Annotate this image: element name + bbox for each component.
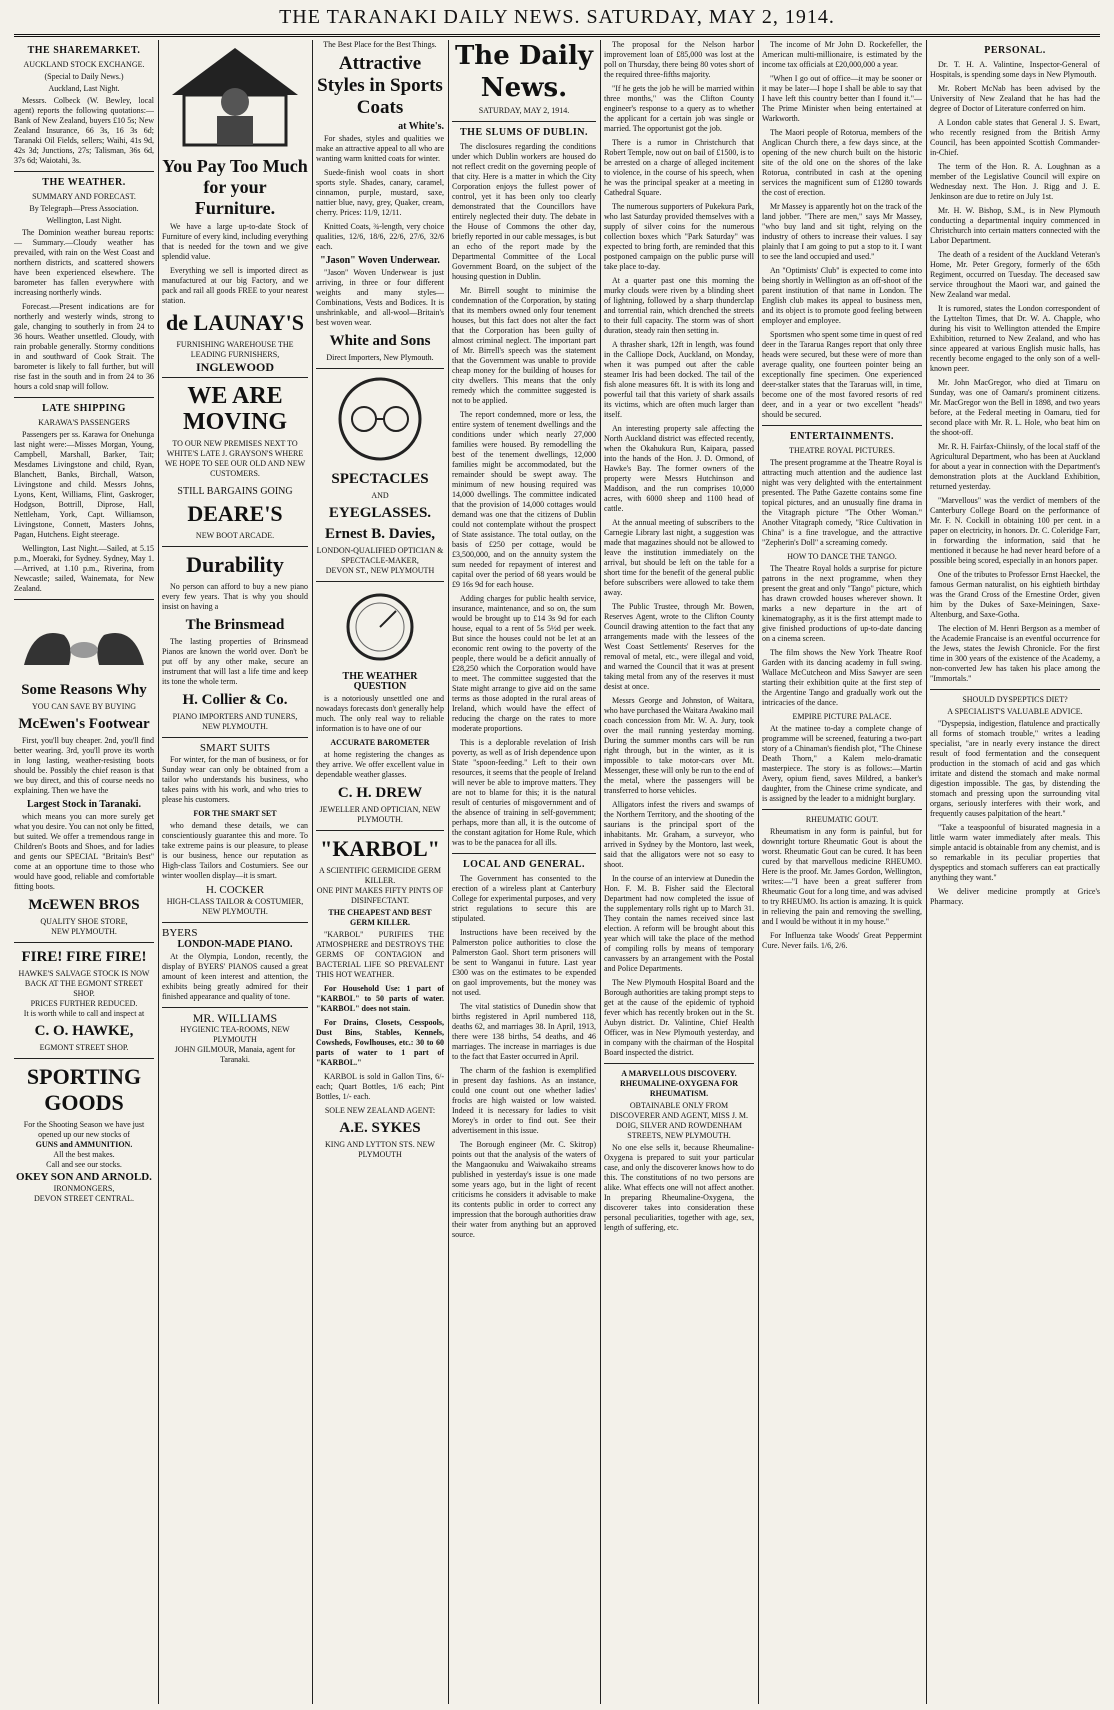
advertisement-body: "KARBOL" PURIFIES THE ATMOSPHERE and DESTROYS THE GERMS OF CONTAGION and BACTERIAL LIFE SO PREVALENT THIS HOT WEATHER. — [316, 930, 444, 979]
advertisement-body: For Household Use: 1 part of "KARBOL" to 50 parts of water. "KARBOL" does not stain. — [316, 984, 444, 1013]
article-paragraph: We deliver medicine promptly at Grice's Pharmacy. — [930, 887, 1100, 906]
column-5 — [604, 40, 754, 1704]
article-paragraph: The numerous supporters of Pukekura Park, who last Saturday provided themselves with a supply of silver coins for the numerous collection boxes which "Park Saturday" was expected to bring forth, are reminded that this postponed campaign on the public purse will take place to-day. — [604, 202, 754, 271]
advertiser-name: DEARE'S — [187, 501, 283, 526]
advertiser-name: McEWEN BROS — [28, 897, 140, 913]
divider — [762, 809, 922, 810]
advertiser-address: Direct Importers, New Plymouth. — [326, 353, 434, 362]
article-paragraph: Mr. Birrell sought to minimise the condemnation of the Corporation, by stating that its members owned only four tenement houses, but this fact does not alter the fact that the Corporation has been guilty of almost criminal neglect. The important part of Mr. Birrell's speech was the statement that the Government was unable to provide cheap money for the building of houses for city dwellers. This means that the only remedy which the committee suggested is not to be applied. — [452, 286, 596, 405]
column-rule — [600, 40, 601, 1704]
advertisement-title: You Pay Too Much for your Furniture. — [162, 156, 308, 218]
divider — [316, 368, 444, 369]
article-paragraph: A thrasher shark, 12ft in length, was found in the Calliope Dock, Auckland, on Monday, when it was pumped out after the cable steamer Iris had been docked. The tail of the fish alone measures 6ft. It is with its long and powerful tail that this variety of shark assails its victims, which are often much larger than itself. — [604, 340, 754, 419]
barometer-illustration — [316, 587, 444, 667]
sub-heading: RHEUMATIC GOUT. — [805, 815, 879, 824]
advertisement-body: All the best makes. — [53, 1150, 115, 1159]
sub-heading: EMPIRE PICTURE PALACE. — [792, 712, 892, 721]
column-1 — [14, 40, 154, 1704]
section-heading: A MARVELLOUS DISCOVERY. RHEUMALINE-OXYGENA FOR RHEUMATISM. — [619, 1069, 738, 1098]
article-paragraph: Passengers per ss. Karawa for Onehunga last night were:—Misses Morgan, Young, Campbell, Marshall, Barker, Tait; Mesdames Livingstone and child, Ryan, Blanchett, Banks, Birchall, Watson, Livingstone and child. Messrs Johns, Lyons, Kent, Williams, Flint, Gaskroger, Hodgson, Bottrill, Diprose, Hall, Nettleham, York, Capt. Williamson, Livingstone, Connett, Masters Johns, Pagan, Hutchens. Eight steerage. — [14, 430, 154, 539]
article-paragraph: The Government has consented to the erection of a wireless plant at Canterbury College for experimental purposes, and very strict regulations to secure this are stipulated. — [452, 874, 596, 923]
article-paragraph: An "Optimists' Club" is expected to come into being shortly in Wellington as an off-shoot of the parent institution of that name in London. The English club makes its appeal to business men, and its object is to promote good feeling between employer and employee. — [762, 266, 922, 325]
advertisement-title: SPORTING GOODS — [26, 1064, 142, 1115]
advertisement-items: GUNS and AMMUNITION. — [35, 1140, 133, 1149]
article-paragraph: The Dominion weather bureau reports:— Summary.—Cloudy weather has prevailed, with rain on the West Coast and northern districts, and scattered showers have been experienced elsewhere. The barometer has fallen everywhere with increasing northerly winds. — [14, 228, 154, 297]
article-paragraph: The present programme at the Theatre Royal is attracting much attention and the audience last night was very delighted with the entertainment presented. The Pathe Gazette contains some fine topical pictures, and an unusually fine drama in the Vitagraph picture "The Other Woman." Another Vitagraph comedy, "Rice Cultivation in China" is a fine travelogue, and the attractive "Zepherin's Doll" a screaming comedy. — [762, 458, 922, 547]
advertisement-body: at home registering the changes as they arrive. We offer excellent value in dependable weather glasses. — [316, 750, 444, 779]
section-heading: ENTERTAINMENTS. — [790, 431, 894, 442]
column-rule — [758, 40, 759, 1704]
advertisement-title: THE WEATHER QUESTION — [342, 671, 418, 692]
article-paragraph: Messrs George and Johnston, of Waitara, who have purchased the Waitara Awakino mail coach concession from Mr. W. A. Jury, took over the mail running yesterday morning. During the summer months cars will be run right through, but in the winter, as it is impossible to take motor-cars over Mt. Messenger, these will only be run to the end of the metal, where the passengers will be transferred to horse vehicles. — [604, 696, 754, 795]
advertiser-address: EGMONT STREET SHOP. — [39, 1043, 129, 1052]
advertiser-name: A.E. SYKES — [339, 1120, 421, 1136]
article-paragraph: The proposal for the Nelson harbor improvement loan of £85,000 was lost at the poll on Thursday, there being 80 votes short of the required three-fifths majority. — [604, 40, 754, 79]
masthead: THE TARANAKI DAILY NEWS. SATURDAY, MAY 2, 1914. — [14, 0, 1100, 37]
advertisement-highlight: Largest Stock in Taranaki. — [27, 799, 141, 810]
advertisement-title: Durability — [186, 552, 284, 577]
advertisement-body: Call and see our stocks. — [46, 1160, 122, 1169]
section-heading: PERSONAL. — [984, 45, 1046, 56]
advertisement-body: At the Olympia, London, recently, the display of BYERS' PIANOS caused a great amount of keen interest and attention, the exhibits being greatly admired for their finished appearance and quality of tone. — [162, 952, 308, 1001]
advertisement-body: HAWKE'S SALVAGE STOCK IS NOW BACK AT THE EGMONT STREET SHOP. — [18, 969, 150, 998]
advertisement-body: We have a large up-to-date Stock of Furniture of every kind, including everything that is needed for the town and we give splendid value. — [162, 222, 308, 261]
advertisement-body: For Drains, Closets, Cesspools, Dust Bins, Stables, Kennels, Cowsheds, Fowlhouses, etc.: 30 to 60 parts of water to 1 part of "KARBOL." — [316, 1018, 444, 1067]
advertisement-body: who demand these details, we can conscientiously guarantee this and more. To take extreme pains is our pleasure, to please is our business, hence our reputation as High-class Tailors and Costumiers. See our winter woollen display—it is smart. — [162, 821, 308, 880]
advertisement-body: "Jason" Woven Underwear is just arriving, in three or four different weights and many styles—Combinations, Vests and Bodices. It is unshrinkable, and all-wool—Britain's best woven wear. — [316, 268, 444, 327]
article-paragraph: The film shows the New York Theatre Roof Garden with its dancing academy in full swing. Wallace McCutcheon and Miss Sawyer are seen starting their exhibition quite at the first step of the Argentine Tango and gradually work out the intricacies of the dance. — [762, 648, 922, 707]
column-rule — [158, 40, 159, 1704]
advertiser-address: DEVON ST., NEW PLYMOUTH — [325, 566, 435, 575]
advertiser-name: OKEY SON AND ARNOLD. — [16, 1171, 152, 1183]
advertisement-body: It is worth while to call and inspect at — [23, 1009, 145, 1018]
advertisement-title: WE ARE MOVING — [183, 383, 287, 435]
section-heading: THE WEATHER. — [42, 177, 126, 188]
article-paragraph: Mr. Robert McNab has been advised by the University of New Zealand that he has had the degree of Doctor of Literature conferred on him. — [930, 84, 1100, 113]
article-paragraph: No one else sells it, because Rheumaline-Oxygena is prepared to suit your particular case, and only the discoverer knows how to do this. The constitutions of no two persons are alike. What effects one will not affect another. In preparing Rheumaline-Oxygena, the discoverer takes into consideration these personal peculiarities, together with age, sex, length of suffering, etc. — [604, 1143, 754, 1232]
advertiser-town: INGLEWOOD — [195, 360, 274, 374]
dateline: Wellington, Last Night. — [46, 216, 122, 225]
article-paragraph: "When I go out of office—it may be sooner or it may be later—I hope I shall be able to say that I have left this country better than I found it."—The Prime Minister when being entertained at Warkworth. — [762, 74, 922, 123]
advertiser-name: White and Sons — [329, 333, 431, 349]
article-paragraph: Sportsmen who spent some time in quest of red deer in the Tararua Ranges report that only three heads were secured, but these were of more than average quality, one fourteen pointer being an exceptionally fine specimen. One experienced deer-stalker states that the Tararuas will, in time, become one of the most favored resorts of red deer, and in a year or two excellent "heads" should be secured. — [762, 330, 922, 419]
column-6 — [762, 40, 922, 1704]
advertisement-body: which means you can more surely get what you desire. You can not only be fitted, but suited. We offer a tremendous range in Children's Boots and Shoes, and for ladies and gents our SPECIAL "Britain's Best" come at an opportune time to those who would have good, reliable and comfortable fitting boots. — [14, 812, 154, 891]
editorial-heading: THE SLUMS OF DUBLIN. — [460, 127, 588, 138]
article-paragraph: Mr. John MacGregor, who died at Timaru on Sunday, was one of Oamaru's prominent citizens. Mr. MacGregor won the Bell in 1898, and two years before, at the Federal meeting in Oamaru, tied for second place with Mr. R. L. Hole, who beat him on the shoot-off. — [930, 378, 1100, 437]
advertisement-brand: McEwen's Footwear — [18, 716, 150, 732]
advertisement-body: TO OUR NEW PREMISES NEXT TO WHITE'S LATE J. GRAYSON'S WHERE WE HOPE TO SEE OUR OLD AND NEW CUSTOMERS. — [164, 439, 306, 478]
advertisement-title: LONDON-MADE PIANO. — [177, 939, 293, 950]
advertisement-body: For shades, styles and qualities we make an attractive appeal to all who are wanting warm knitted coats for winter. — [316, 134, 444, 163]
advertisement-body: The lasting properties of Brinsmead Pianos are known the world over. Don't be put off by any other make, secure an instrument that will last a life time and keep its tone the whole term. — [162, 637, 308, 686]
article-paragraph: There is a rumor in Christchurch that Robert Temple, now out on bail of £1500, is to be arrested on a charge of alleged incitement to violence, in the course of his speech, when he was the principal speaker at a meeting in Cathedral Square. — [604, 138, 754, 197]
advertiser-name: C. H. DREW — [337, 785, 423, 801]
advertiser-name: MR. WILLIAMS — [192, 1011, 278, 1025]
advertisement-body: Suede-finish wool coats in short sports style. Shades, canary, caramel, cinnamon, purple, mustard, saxe, nattier blue, navy, grey, Quaker, cream, cherry. Prices: 11/9, 12/11. — [316, 168, 444, 217]
advertiser-trade: LONDON-QUALIFIED OPTICIAN & SPECTACLE-MAKER, — [316, 546, 444, 565]
advertisement-brand: The Brinsmead — [185, 617, 285, 633]
article-paragraph: The income of Mr John D. Rockefeller, the American multi-millionaire, is estimated by the income tax officials at £20,000,000 a year. — [762, 40, 922, 69]
advertiser-name: de LAUNAY'S — [166, 310, 304, 335]
advertiser-address: DEVON STREET CENTRAL. — [33, 1194, 135, 1203]
advertiser-town: NEW PLYMOUTH. — [202, 722, 268, 731]
advertisement-body: PRICES FURTHER REDUCED. — [30, 999, 138, 1008]
article-paragraph: The report condemned, more or less, the entire system of tenement dwellings and the conditions under which nearly 27,000 families were housed. By remodelling the best of the tenement dwellings, 12,000 families might be accommodated, but the remainder should be swept away. The minimum of new housing required was 14,000 dwellings. The committee indicated that the provision of 14,000 cottages would demand was one that the citizens of Dublin could not contemplate without the prospect of State assistance. The total outlay, on the basis of £250 per cottage, would be £3,500,000, and on the annuity system the sum needed for repayment of interest and capital over the period of 68 years would be £9 16s 9d for each house. — [452, 410, 596, 589]
article-paragraph: The disclosures regarding the conditions under which Dublin workers are housed do not reflect credit on the governing people of that city. Here is a matter in which the City Corporation enjoys the fullest power of control, yet it has been only too clearly demonstrated that the Councillors have entirely neglected their duty. The debate in the House of Commons the other day, briefly reported in our cable messages, is but an echo of the report made by the Departmental Committee of the Local Government Board, on the subject of the housing question in Dublin. — [452, 142, 596, 281]
article-paragraph: An interesting property sale affecting the North Auckland district was effected recently, when the Okahukura Run, Kaipara, passed into the hands of the Hon. J. D. Ormond, of Hawke's Bay. The former owners of the property were Messrs Hutchinson and Maddison, and the run comprises 10,000 acres, with 6000 sheep and 1100 head of cattle. — [604, 424, 754, 513]
sub-heading: AUCKLAND STOCK EXCHANGE. — [23, 60, 145, 69]
advertisement-body: Everything we sell is imported direct as manufactured at our big Factory, and we pack and rail all goods FREE to your nearest station. — [162, 266, 308, 305]
advertisement-body: ONE PINT MAKES FIFTY PINTS OF DISINFECTANT. — [316, 886, 444, 905]
advertiser-town: NEW PLYMOUTH. — [51, 927, 117, 936]
article-paragraph: Mr. H. W. Bishop, S.M., is in New Plymouth conducting a departmental inquiry commenced in Christchurch into certain matters connected with the Labor Department. — [930, 206, 1100, 245]
article-paragraph: "Marvellous" was the verdict of members of the Canterbury College Board on the performance of Mr. F. N. Cockill in obtaining 100 per cent. in a paper on electricity, in honors. Dr. C. Coleridge Farr, in forwarding the information, said that he mentioned it because he had never heard before of a possible being scored, especially in an honors paper. — [930, 496, 1100, 565]
article-paragraph: The Borough engineer (Mr. C. Skitrop) points out that the analysis of the waters of the Mangaonuku and Waiwakaiho streams published in yesterday's issue is one made some years ago, but in the light of recent criticisms he considers it advisable to make its contents public in order to correct any impression that the borough authorities draw their water from anything but an approved source. — [452, 1140, 596, 1239]
advertisement-title: FIRE! FIRE FIRE! — [21, 949, 147, 965]
advertisement-body: HYGIENIC TEA-ROOMS, NEW PLYMOUTH — [180, 1025, 290, 1044]
advertisement-title: SPECTACLES — [331, 471, 429, 487]
advertisement-body: First, you'll buy cheaper. 2nd, you'll find better wearing. 3rd, you'll prove its worth in long lasting, weather-resisting boots should be. Possibly the chief reason is that we buy direct, and this of course needs no explaining. Then we have the — [14, 736, 154, 795]
advertiser-name: C. O. HAWKE, — [34, 1023, 134, 1039]
article-paragraph: The Theatre Royal holds a surprise for picture patrons in the next programme, when they present the great and only "Tango" picture, which has drawn crowded houses wherever shown. It marks a new departure in the art of kinematography, as it is the first attempt made to give finished productions of up-to-date dancing on a cinema screen. — [762, 564, 922, 643]
article-paragraph: One of the tributes to Professor Ernst Haeckel, the famous German naturalist, on his eightieth birthday was the Grand Cross of the Ernestine Order, given him by the Dukes of Saxe-Meiningen, Saxe-Altenburg, and Saxe-Gotha. — [930, 570, 1100, 619]
advertisement-subtitle: A SCIENTIFIC GERMICIDE GERM KILLER. — [318, 866, 441, 885]
advertiser-name: H. Collier & Co. — [182, 692, 288, 708]
article-paragraph: The vital statistics of Dunedin show that births registered in April numbered 118, deaths 62, and marriages 38. In April, 1913, there were 138 births, 54 deaths, and 46 marriages. The increase in marriages is due to the fact that Easter occurred in April. — [452, 1002, 596, 1061]
divider — [162, 377, 308, 378]
advertiser-name: Ernest B. Davies, — [325, 526, 435, 542]
advertisement-body: For the Shooting Season we have just opened up our new stocks of — [23, 1120, 145, 1139]
sub-heading: KARAWA'S PASSENGERS — [38, 418, 130, 427]
divider — [162, 922, 308, 923]
divider — [452, 121, 596, 122]
section-heading: LATE SHIPPING — [42, 403, 126, 414]
section-heading: LOCAL AND GENERAL. — [462, 859, 586, 870]
article-paragraph: The Maori people of Rotorua, members of the Anglican Church there, a few days since, at the opening of the new church built on the historic site of the old one on the shores of the lake Rotorua, contributed in cash at the opening services the magnificent sum of £1280 towards the cost of erection. — [762, 128, 922, 197]
section-heading: THE SHAREMARKET. — [27, 45, 141, 56]
advertiser-address: NEW BOOT ARCADE. — [195, 531, 275, 540]
spectacles-illustration — [316, 374, 444, 464]
article-paragraph: At a quarter past one this morning the murky clouds were riven by a blinding sheet of lightning, followed by a sharp thunderclap and torrential rain, which drenched the streets to their full capacity. The storm was of short duration, steady rain then setting in. — [604, 276, 754, 335]
advertiser-trade: HIGH-CLASS TAILOR & COSTUMIER, — [166, 897, 304, 906]
article-paragraph: Wellington, Last Night.—Sailed, at 5.15 p.m., Moeraki, for Sydney. Sydney, May 1.—Arrived, at 1.10 p.m., Riverina, from Newcastle; sailed, Wainemata, for New Zealand. — [14, 544, 154, 593]
advertisement-title: EYEGLASSES. — [328, 505, 432, 521]
article-paragraph: At the matinee to-day a complete change of programme will be screened, featuring a two-part story of a Chinaman's fiendish plot, "The Chinese Death Thorn," a Kalem melo-dramatic masterpiece. The story is as follows:—Martin Avery, opium fiend, saves Mildred, a banker's daughter, from the Chinese crime syndicate, and is assigned by the leader to a midnight burglary. — [762, 724, 922, 803]
advertisement-title: SMART SUITS — [199, 742, 271, 754]
advertiser-address: KING AND LYTTON STS. NEW PLYMOUTH — [325, 1140, 435, 1159]
sub-heading: OBTAINABLE ONLY FROM DISCOVERER AND AGENT, MISS J. M. DOIG, SILVER AND ROWDENHAM STREETS, NEW PLYMOUTH. — [609, 1101, 749, 1140]
article-paragraph: "Dyspepsia, indigestion, flatulence and practically all forms of stomach trouble," writes a leading specialist, "are in nearly every instance the direct result of food fermentation and the consequent production in the stomach of acid and gas which irritate and distend the stomach and make normal digestion impossible. The gas, by distending the stomach and pressing upon the surrounding vital organs, seriously interferes with their work, and frequently causes palpitation of the heart." — [930, 719, 1100, 818]
article-paragraph: The election of M. Henri Bergson as a member of the Academie Francaise is an eventful occurrence for the Jews, states the Jewish Chronicle. For the first time in 300 years of the existence of the Academy, a non-converted Jew has taken his place among the "Immortals." — [930, 624, 1100, 683]
sub-heading: A SPECIALIST'S VALUABLE ADVICE. — [947, 707, 1083, 716]
column-7 — [930, 40, 1100, 1704]
divider — [14, 1058, 154, 1059]
advertisement-subtitle: at White's. — [398, 121, 444, 132]
article-paragraph: Alligators infest the rivers and swamps of the Northern Territory, and the shooting of the saurians is the principal sport of the inhabitants. Mr. Graham, a surveyor, who arrived in Sydney by the Montoro, last week, said that the alligators were not so easy to shoot. — [604, 800, 754, 869]
advertisement-subtitle: "Jason" Woven Underwear. — [320, 255, 440, 266]
advertisement-tagline: The Best Place for the Best Things. — [323, 40, 437, 49]
advertisement-body: SOLE NEW ZEALAND AGENT: — [324, 1106, 436, 1115]
advertisement-subtitle: FOR THE SMART SET — [193, 809, 277, 818]
dateline: Auckland, Last Night. — [48, 84, 120, 93]
advertisement-body: For winter, for the man of business, or for Sunday wear can only be obtained from a tailor who understands his business, who takes pains with his work, and who tries to please his customers. — [162, 755, 308, 804]
advertisement-body: is a notoriously unsettled one and nowadays forecasts don't generally help much. The only real way to reliable information is to have one of our — [316, 694, 444, 733]
advertiser-trade: IRONMONGERS, — [53, 1184, 115, 1193]
advertiser-name: H. COCKER — [205, 884, 265, 896]
advertisement-title: "KARBOL" — [320, 836, 440, 861]
divider — [316, 830, 444, 831]
divider — [762, 425, 922, 426]
article-paragraph: Instructions have been received by the Palmerston police authorities to close the Palmerston Gaol. Short term prisoners will be sent to Wanganui in future. Last year £300 was on the estimates to be expended on gaol improvements, but the money was not used. — [452, 928, 596, 997]
advertisement-title: Some Reasons Why — [21, 682, 147, 698]
article-paragraph: For Influenza take Woods' Great Peppermint Cure. Never fails. 1/6, 2/6. — [762, 931, 922, 950]
advertisement-body: JOHN GILMOUR, Manaia, agent for Taranaki. — [174, 1045, 296, 1064]
divider — [162, 1007, 308, 1008]
divider — [14, 171, 154, 172]
divider — [162, 546, 308, 547]
column-2 — [162, 40, 308, 1704]
divider — [452, 853, 596, 854]
article-paragraph: Forecast.—Present indications are for northerly and westerly winds, strong to gale, changing to southerly in from 24 to 36 hours. Weather unsettled. Cloudy, with rain probable generally. Stormy conditions in and southward of Cook Strait. The barometer is likely to fall further, but will rise fast in the south and in from 24 to 36 hours a cold snap will follow. — [14, 302, 154, 391]
divider — [930, 689, 1100, 690]
article-paragraph: "Take a teaspoonful of bisurated magnesia in a little warm water immediately after meals. This simple antacid is obtainable from any chemist, and is so remarkable in its peculiar properties that dyspeptics and stomach sufferers can eat practically anything they want." — [930, 823, 1100, 882]
hands-illustration — [14, 605, 154, 675]
advertisement-subtitle: THE CHEAPEST AND BEST GERM KILLER. — [328, 908, 432, 927]
article-paragraph: Messrs. Colbeck (W. Bewley, local agent) reports the following quotations:— Bank of New Zealand, buyers £10 5s; New Zealand Insurance, 66 3s, 16 3s 6d; Taranaki Oil Fields, sellers; Waihi, 41s 9d, 42s 3d; Junctions, 27s; Talisman, 36s 6d, 37s 6d; Waiotahi, 3s. — [14, 96, 154, 165]
byline: By Telegraph—Press Association. — [29, 204, 139, 213]
divider — [604, 1063, 754, 1064]
advertisement-title: Attractive Styles in Sports Coats — [317, 53, 443, 118]
column-3 — [316, 40, 444, 1704]
article-paragraph: The death of a resident of the Auckland Veteran's Home, Mr. Peter Gregory, formerly of the 65th Regiment, occurred on Tuesday. The deceased saw service throughout the Maori war, and gained the New Zealand war medal. — [930, 250, 1100, 299]
advertiser-trade: FURNISHING WAREHOUSE THE LEADING FURNISHERS, — [176, 340, 294, 359]
article-paragraph: "If he gets the job he will be married within three months," was the Clifton County engineer's response to a query as to whether the applicant for a certain job was single or married. The opportunist got the job. — [604, 84, 754, 133]
editorial-masthead: The Daily News. — [454, 41, 594, 103]
advertisement-body: AND — [371, 491, 389, 500]
divider — [14, 942, 154, 943]
article-paragraph: The Public Trustee, through Mr. Bowen, Reserves Agent, wrote to the Clifton County Council drawing attention to the fact that any arrangements made with the lessees of the West Coast Settlements' Reserves for the removal of metal, etc., were illegal and void, and warned the Council that it was at present taking metal from any of the reserves it must desist at once. — [604, 602, 754, 691]
column-4 — [452, 40, 596, 1704]
article-paragraph: Mr. R. H. Fairfax-Chiinsly, of the local staff of the Agricultural Department, who has been at Auckland for about a year in connection with the Department's demonstration plots at the Auckland Exhibition, returned yesterday. — [930, 442, 1100, 491]
article-paragraph: This is a deplorable revelation of Irish poverty, as well as of Irish dependence upon State "spoon-feeding." Left to their own resources, it seems that the people of Ireland will never be able to improve matters. They are not to blame for this; it is the natural result of centuries of misgovernment and of the absence of training in self-government; perhaps, more than all, it is the outcome of the constant agitation for Home Rule, which was to be the panacea for all ills. — [452, 738, 596, 847]
article-paragraph: At the annual meeting of subscribers to the Carnegie Library last night, a suggestion was made that magazines should not be allowed to leave the institution immediately on the arrival, but should be left on the table for a short time for the benefit of the general public before subscribers were allowed to take them away. — [604, 518, 754, 597]
advertiser-town: NEW PLYMOUTH. — [202, 907, 268, 916]
advertiser-name: BYERS — [162, 927, 198, 939]
article-paragraph: Mr Massey is apparently hot on the track of the land jobber. "There are men," says Mr Massey, "who buy land and sit tight, relying on the industry of others to increase their values. I say plainly that I am going to put a stop to it. I want to see the land occupied and used." — [762, 202, 922, 261]
column-rule — [312, 40, 313, 1704]
article-paragraph: Adding charges for public health service, insurance, maintenance, and so on, the sum would be brought up to £14 3s 9d for each house, equal to a rent of 5s 5½d per week. But since the houses could not be let at an economic rent owing to the poverty of the people, there would be a deficit annually of £28,250 which the Corporation would have to meet. The committee suggested that the State might arrange to give aid on the same terms as those adopted in the rural areas of Ireland, which would have the effect of reducing the charge on the rates to more moderate proportions. — [452, 594, 596, 733]
column-rule — [926, 40, 927, 1704]
article-paragraph: The New Plymouth Hospital Board and the Borough authorities are taking prompt steps to get at the cause of the epidemic of typhoid fever which has recently broken out in the St. Aubyn district. Dr. Valintine, Chief Health Officer, was in New Plymouth yesterday, and in company with the chairman of the Hospital Board inspected the district. — [604, 978, 754, 1057]
sub-heading: SUMMARY AND FORECAST. — [32, 192, 136, 201]
advertisement-body: Knitted Coats, ¾-length, very choice qualities, 12/6, 18/6, 22/6, 27/6, 32/6 each. — [316, 222, 444, 251]
divider — [14, 397, 154, 398]
article-paragraph: In the course of an interview at Dunedin the Hon. F. M. B. Fisher said the Electoral Department had now completed the issue of the supplementary rolls right up to March 31. They contain the names received since last election. A reform will be brought about this year which will take the place of the method of compiling rolls by means of temporary canvassers by an arrangement with the Postal and Police Departments. — [604, 874, 754, 973]
article-paragraph: It is rumored, states the London correspondent of the Lyttelton Times, that Dr. W. A. Chapple, who during his visit to Wellington attended the Empire Exhibition, returned to New Zealand, and who has since appeared at various English music halls, has recently become engaged to the only son of a well-known peer. — [930, 304, 1100, 373]
advertiser-trade: QUALITY SHOE STORE, — [40, 917, 128, 926]
advertisement-body: KARBOL is sold in Gallon Tins, 6/- each; Quart Bottles, 1/6 each; Pint Bottles, 1/- each. — [316, 1072, 444, 1101]
article-paragraph: The charm of the fashion is exemplified in present day fashions. As an instance, could one count out one whether ladies' frocks are high waisted or low waisted. Indeed it is necessary for ladies to visit Morey's in order to find out. See their advertisement in this issue. — [452, 1066, 596, 1135]
article-paragraph: Rheumatism in any form is painful, but for downright torture Rheumatic Gout is about the worst. Rheumatic Gout can be cured. It has been cured by that marvellous medicine RHEUMO. Here is the proof. Mr. James Gordon, Wellington, writes:—"I have been a great sufferer from Rheumatic Gout for a long time, and was advised to try RHEUMO. Its action is amazing. It is quick in relieving the pain and removing the swelling, and I would be without it in my house." — [762, 827, 922, 926]
advertiser-trade: JEWELLER AND OPTICIAN, NEW PLYMOUTH. — [319, 805, 441, 824]
article-paragraph: Dr. T. H. A. Valintine, Inspector-General of Hospitals, is spending some days in New Plymouth. — [930, 60, 1100, 79]
advertisement-subtitle: ACCURATE BAROMETER — [330, 738, 430, 747]
advertiser-trade: PIANO IMPORTERS AND TUNERS, — [172, 712, 298, 721]
divider — [14, 599, 154, 600]
editorial-date: SATURDAY, MAY 2, 1914. — [478, 106, 570, 115]
advertisement-highlight: STILL BARGAINS GOING — [177, 486, 293, 497]
divider — [162, 737, 308, 738]
column-rule — [448, 40, 449, 1704]
advertisement-subtitle: YOU CAN SAVE BY BUYING — [31, 702, 136, 711]
sub-heading: SHOULD DYSPEPTICS DIET? — [962, 695, 1068, 704]
byline: (Special to Daily News.) — [44, 72, 124, 81]
article-paragraph: A London cable states that General J. S. Ewart, who recently resigned from the British Army Council, has been appointed Scottish Commander-in-Chief. — [930, 118, 1100, 157]
divider — [316, 581, 444, 582]
house-illustration — [162, 40, 308, 150]
sub-heading: HOW TO DANCE THE TANGO. — [787, 552, 897, 561]
article-paragraph: The term of the Hon. R. A. Loughnan as a member of the Legislative Council will expire on Wednesday next. The Hon. J. Rigg and J. E. Jenkinson are due to retire on July 1st. — [930, 162, 1100, 201]
advertisement-body: No person can afford to buy a new piano every few years. That is why you should insist on having a — [162, 582, 308, 611]
sub-heading: THEATRE ROYAL PICTURES. — [789, 446, 895, 455]
